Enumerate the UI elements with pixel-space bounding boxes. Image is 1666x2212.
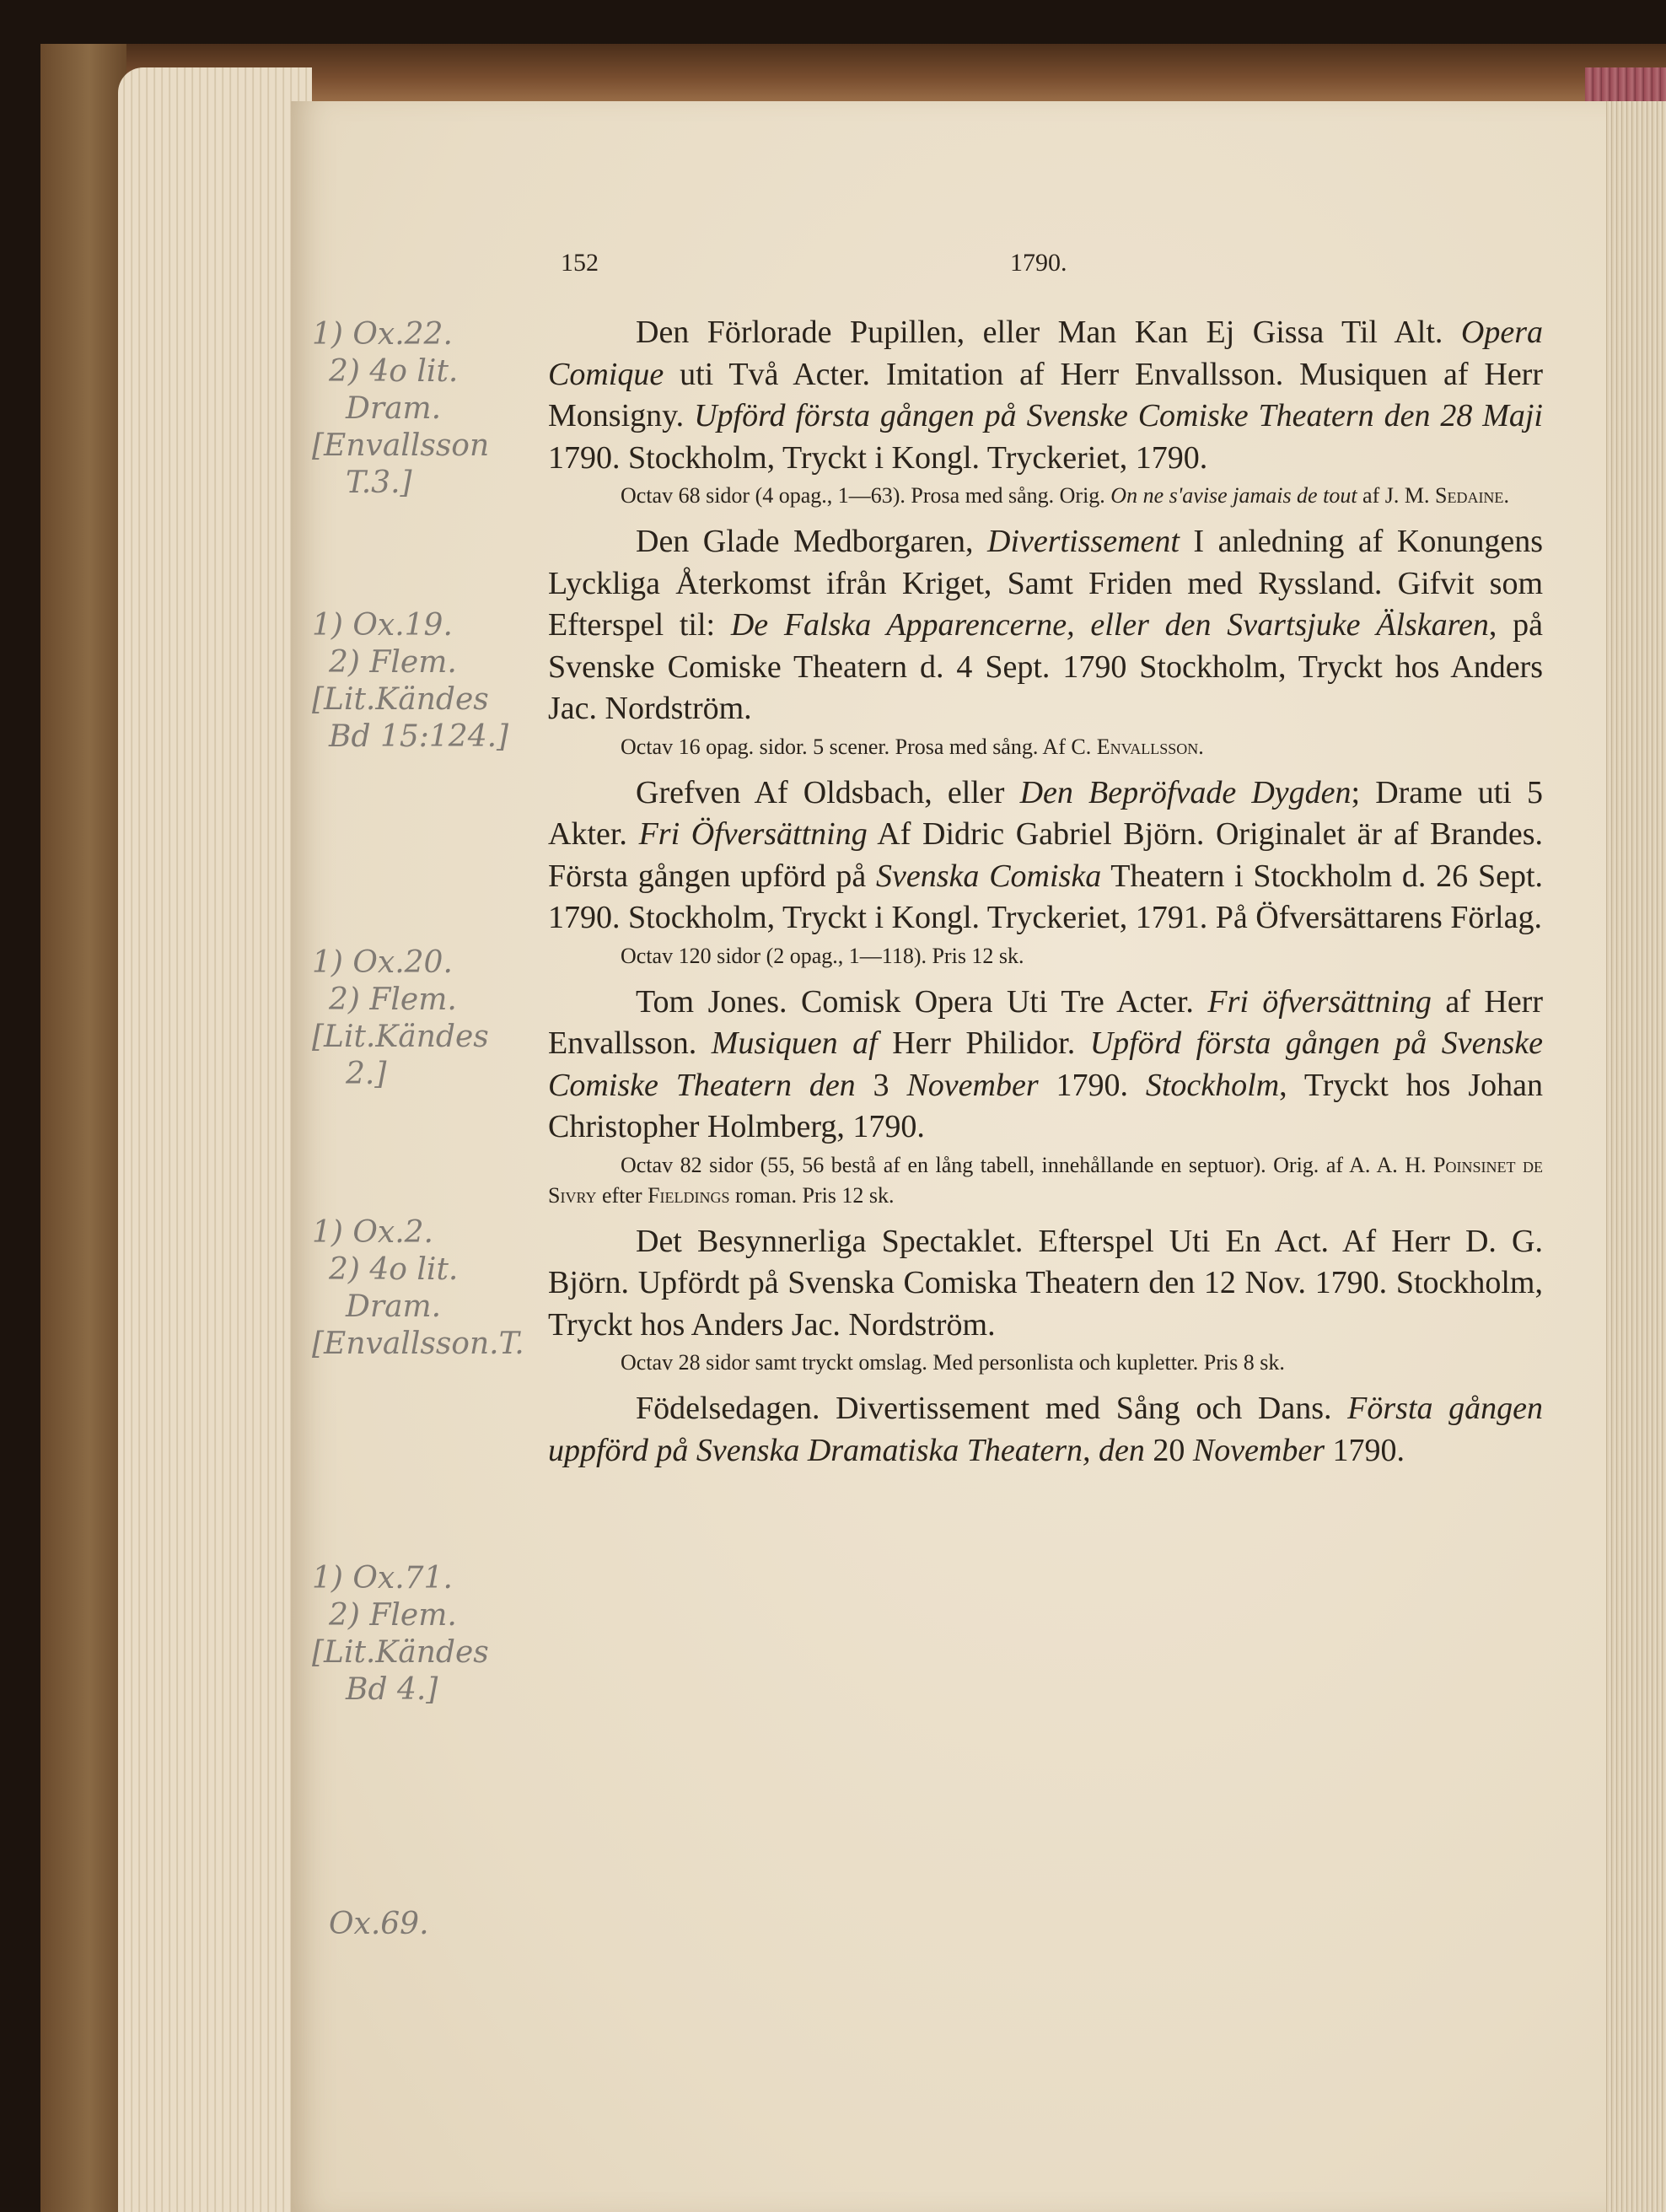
entry [548,772,1543,971]
entry-title: Den Glade Medborgaren, Divertissement I anledning af Konungens Lyckliga Återkomst ifrån Kriget, Samt Friden med Ryssland. Gifvit som Efterspel til: De Falska Apparencerne, eller den Svartsjuke Älskaren, på Svenske Comiske Theatern d. 4 Sept. 1790 Stockholm, Tryckt hos Anders Jac. Nordström. [548,524,1543,726]
bibliography-entries [548,312,1543,1480]
entry [548,312,1543,511]
page-edges [118,67,312,2212]
entry-note: Octav 16 opag. sidor. 5 scener. Prosa med sång. Af C. Envallsson. [621,734,1204,759]
margin-annotation: Ox.69. [329,1907,429,1941]
margin-annotation: 1) Ox.19. 2) Flem. [Lit.Kändes Bd 15:124.] [312,608,509,754]
entry-note: Octav 68 sidor (4 opag., 1—63). Prosa med sång. Orig. On ne s'avise jamais de tout af J. M. Sedaine. [621,483,1509,508]
entry-title: Den Förlorade Pupillen, eller Man Kan Ej Gissa Til Alt. Opera Comique uti Två Acter. Imitation af Herr Envallsson. Musiquen af Herr Monsigny. Upförd första gången på Svenske Comiske Theatern den 28 Maji 1790. Stockholm, Tryckt i Kongl. Tryckeriet, 1790. [548,315,1543,476]
entry-title: Grefven Af Oldsbach, eller Den Bepröfvade Dygden; Drame uti 5 Akter. Fri Öfversättning Af Didric Gabriel Björn. Originalet är af Brandes. Första gången upförd på Svenska Comiska Theatern i Stockholm d. 26 Sept. 1790. Stockholm, Tryckt i Kongl. Tryckeriet, 1791. På Öfversättarens Förlag. [548,774,1544,935]
entry-note: Octav 82 sidor (55, 56 bestå af en lång tabell, innehållande en septuor). Orig. af A. A. H. Poinsinet de Sivry efter Fieldings roman. Pris 12 sk. [548,1152,1543,1208]
margin-annotation: 1) Ox.20. 2) Flem. [Lit.Kändes 2.] [312,945,489,1091]
entry-title: Tom Jones. Comisk Opera Uti Tre Acter. Fri öfversättning af Herr Envallsson. Musiquen af Herr Philidor. Upförd första gången på Svenske Comiske Theatern den 3 November 1790. Stockholm, Tryckt hos Johan Christopher Holmberg, 1790. [548,983,1543,1144]
bookmark-ribbon [1585,67,1666,101]
running-year: 1790. [1010,249,1067,277]
book-cover-top [126,44,1666,103]
entry [548,1388,1543,1472]
entry [548,982,1543,1211]
right-page-edge [1602,101,1666,2212]
page-header [0,249,1666,283]
margin-annotation: 1) Ox.71. 2) Flem. [Lit.Kändes Bd 4.] [312,1561,489,1707]
entry [548,521,1543,762]
margin-annotation: 1) Ox.22. 2) 4o lit. Dram. [Envallsson T.3.] [312,317,490,500]
entry [548,1221,1543,1379]
entry-title: Födelsedagen. Divertissement med Sång och Dans. Första gången uppförd på Svenska Dramatiska Theatern, den 20 November 1790. [548,1391,1543,1468]
margin-annotation: 1) Ox.2. 2) 4o lit. Dram. [Envallsson.T. [312,1215,524,1361]
page-number: 152 [561,249,599,277]
entry-note: Octav 28 sidor samt tryckt omslag. Med personlista och kupletter. Pris 8 sk. [621,1350,1285,1375]
entry-title: Det Besynnerliga Spectaklet. Efterspel Uti En Act. Af Herr D. G. Björn. Upfördt på Svenska Comiska Theatern den 12 Nov. 1790. Stockholm, Tryckt hos Anders Jac. Nordström. [548,1223,1543,1343]
entry-note: Octav 120 sidor (2 opag., 1—118). Pris 12 sk. [621,943,1024,968]
